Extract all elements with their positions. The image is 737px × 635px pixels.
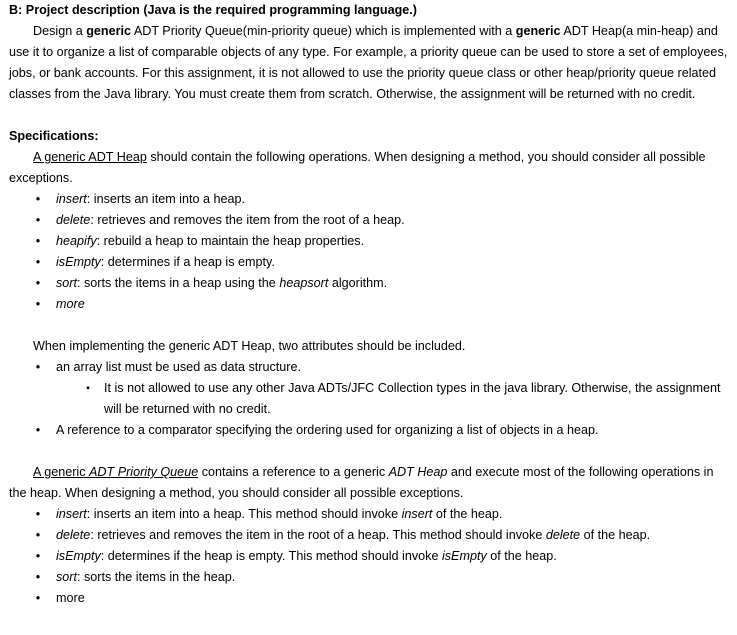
bullet-icon: • — [35, 255, 41, 269]
list-item: • A reference to a comparator specifying the ordering used for organizing a list of objects in a heap. — [9, 420, 729, 441]
list-item: • heapify: rebuild a heap to maintain the heap properties. — [9, 231, 729, 252]
bullet-icon: • — [35, 192, 41, 206]
heap-operations-list — [9, 189, 729, 315]
bullet-icon: • — [35, 528, 41, 542]
attributes-intro: When implementing the generic ADT Heap, two attributes should be included. — [33, 339, 466, 353]
bullet-icon: • — [35, 297, 41, 311]
intro-paragraph: Design a generic ADT Priority Queue(min-priority queue) which is implemented with a generic ADT Heap(a min-heap) and use it to organize a list of comparable objects of any type. For example, a priority queue can be used to store a set of employees, jobs, or bank accounts. For this assignment, it is not allowed to use the priority queue class or other heap/priority queue related classes from the Java library. You must create them from scratch. Otherwise, the assignment will be returned with no credit. — [9, 24, 728, 101]
list-item: • sort: sorts the items in the heap. — [9, 567, 729, 588]
bullet-icon: • — [35, 234, 41, 248]
list-item: • insert: inserts an item into a heap. — [9, 189, 729, 210]
sub-list-item: ▪ It is not allowed to use any other Java ADTs/JFC Collection types in the java library. Otherwise, the assignment will be returned with no credit. — [9, 378, 729, 420]
bullet-icon: • — [35, 549, 41, 563]
bullet-icon: • — [35, 507, 41, 521]
bullet-icon: • — [35, 360, 41, 374]
section-heading: B: Project description (Java is the required programming language.) — [9, 3, 417, 17]
bullet-icon: • — [35, 276, 41, 290]
attributes-list — [9, 357, 729, 441]
square-bullet-icon: ▪ — [86, 383, 90, 394]
list-item: • isEmpty: determines if a heap is empty. — [9, 252, 729, 273]
specifications-heading: Specifications: — [9, 129, 99, 143]
bullet-icon: • — [35, 213, 41, 227]
list-item: • insert: inserts an item into a heap. This method should invoke insert of the heap. — [9, 504, 729, 525]
priority-queue-operations-list — [9, 504, 729, 609]
list-item: • delete: retrieves and removes the item in the root of a heap. This method should invoke delete of the heap. — [9, 525, 729, 546]
heap-intro: A generic ADT Heap should contain the following operations. When designing a method, you should consider all possible exceptions. — [9, 150, 706, 185]
bullet-icon: • — [35, 423, 41, 437]
list-item: • an array list must be used as data structure. — [9, 357, 729, 378]
priority-queue-intro: A generic ADT Priority Queue contains a reference to a generic ADT Heap and execute most of the following operations in the heap. When designing a method, you should consider all possible exceptions. — [9, 465, 714, 500]
list-item: • delete: retrieves and removes the item from the root of a heap. — [9, 210, 729, 231]
bullet-icon: • — [35, 570, 41, 584]
list-item: • isEmpty: determines if the heap is empty. This method should invoke isEmpty of the heap. — [9, 546, 729, 567]
list-item: • sort: sorts the items in a heap using the heapsort algorithm. — [9, 273, 729, 294]
list-item: • more — [9, 588, 729, 609]
list-item: • more — [9, 294, 729, 315]
bullet-icon: • — [35, 591, 41, 605]
